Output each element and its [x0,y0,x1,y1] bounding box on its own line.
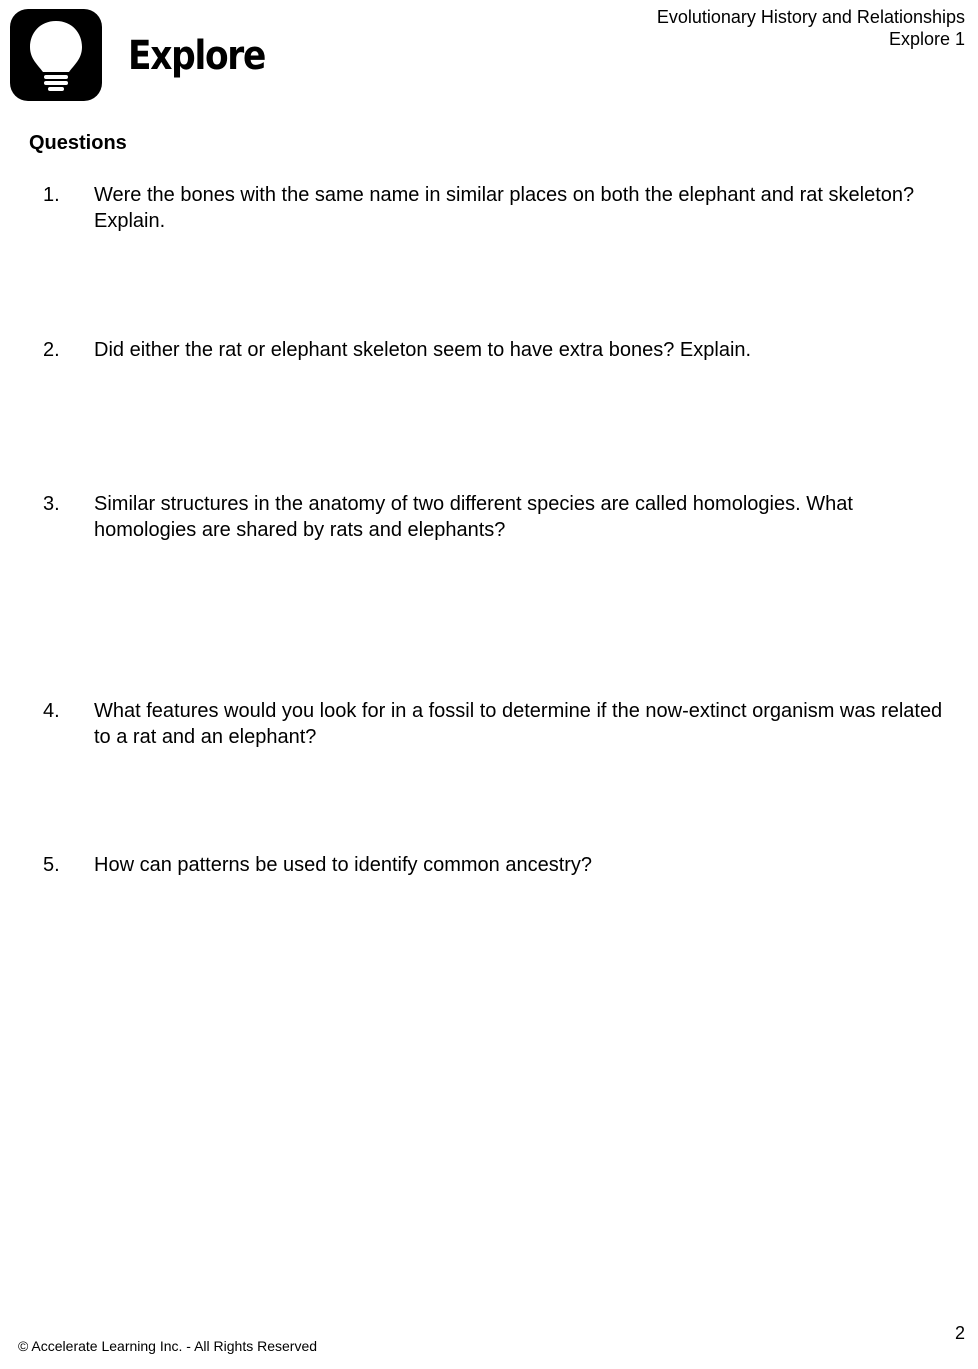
question-text: Did either the rat or elephant skeleton seem to have extra bones? Explain. [94,339,752,361]
lesson-label: Explore 1 [888,29,965,49]
question-text: Were the bones with the same name in similar places on both the elephant and rat skeleton? Explain. [94,184,915,232]
question-number: 3. [43,493,60,515]
question-text: Similar structures in the anatomy of two different species are called homologies. What homologies are shared by rats and elephants? [94,493,853,541]
page-header [657,6,965,50]
unit-title: Evolutionary History and Relationships [656,7,965,27]
question-number: 5. [43,854,60,876]
brand-title: Explore [128,33,266,79]
question-text: What features would you look for in a fossil to determine if the now-extinct organism was related to a rat and an elephant? [94,700,943,748]
page-number: 2 [954,1323,965,1343]
question-text: How can patterns be used to identify common ancestry? [94,854,593,876]
lightbulb-icon [10,9,102,101]
question-number: 4. [43,700,60,722]
footer-copyright: © Accelerate Learning Inc. - All Rights Reserved [18,1338,318,1354]
question-number: 2. [43,339,60,361]
brand-logo [10,9,102,101]
question-number: 1. [43,184,60,206]
questions-heading: Questions [29,132,127,154]
